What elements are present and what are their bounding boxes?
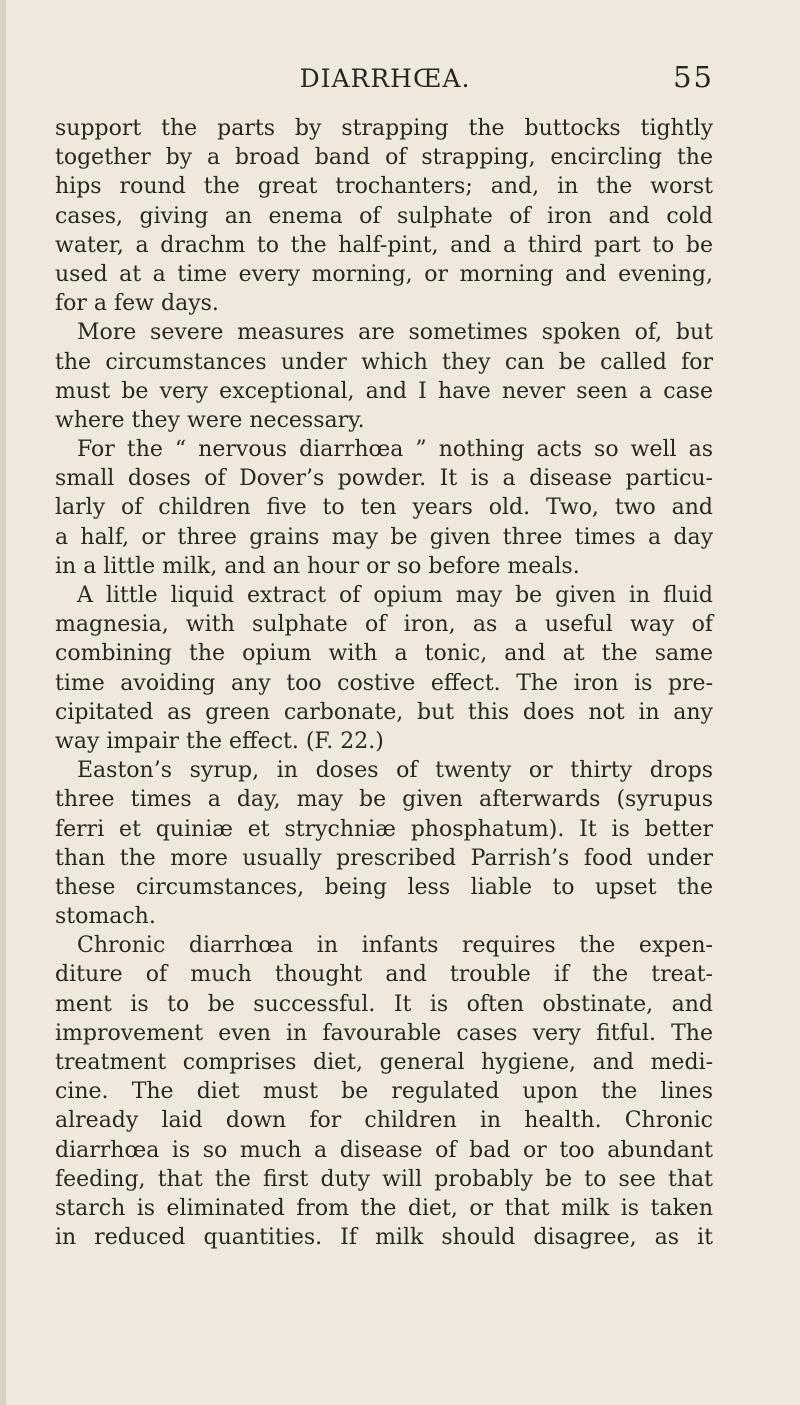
text-line: way impair the effect. (F. 22.) xyxy=(55,728,384,754)
page-edge xyxy=(0,0,6,1405)
running-head: DIARRHŒA. xyxy=(299,64,471,93)
text-line: water, a drachm to the half-pint, and a third part to be xyxy=(55,232,713,258)
page-header xyxy=(56,60,714,100)
text-line: in reduced quantities. If milk should disagree, as it xyxy=(55,1225,713,1251)
text-line: For the “ nervous diarrhœa ” nothing acts so well as xyxy=(77,437,713,463)
text-line: three times a day, may be given afterwards (syrupus xyxy=(55,787,713,813)
text-line: feeding, that the first duty will probably be to see that xyxy=(55,1166,713,1192)
text-line: than the more usually prescribed Parrish’s food under xyxy=(55,845,713,871)
text-line: cine. The diet must be regulated upon the lines xyxy=(55,1079,713,1105)
text-line: treatment comprises diet, general hygiene, and medi- xyxy=(55,1050,713,1075)
text-line: diarrhœa is so much a disease of bad or too abundant xyxy=(55,1137,713,1163)
text-line: larly of children five to ten years old. Two, two and xyxy=(55,495,713,521)
text-line: the circumstances under which they can be called for xyxy=(55,349,713,375)
text-line: hips round the great trochanters; and, in the worst xyxy=(55,174,713,200)
text-line: for a few days. xyxy=(55,291,219,317)
text-line: small doses of Dover’s powder. It is a disease particu- xyxy=(55,466,713,492)
text-line: used at a time every morning, or morning and evening, xyxy=(55,261,713,287)
text-line: cases, giving an enema of sulphate of iron and cold xyxy=(55,203,713,229)
text-line: must be very exceptional, and I have never seen a case xyxy=(55,378,713,404)
text-line: combining the opium with a tonic, and at the same xyxy=(55,641,713,667)
text-line: starch is eliminated from the diet, or that milk is taken xyxy=(55,1195,713,1221)
text-line: improvement even in favourable cases very fitful. The xyxy=(55,1020,713,1046)
text-line: time avoiding any too costive effect. The iron is pre- xyxy=(55,670,713,696)
text-line: magnesia, with sulphate of iron, as a useful way of xyxy=(55,612,713,638)
text-line: where they were necessary. xyxy=(55,407,365,433)
body-text xyxy=(55,114,713,1252)
text-line: A little liquid extract of opium may be given in fluid xyxy=(77,583,713,608)
text-line: a half, or three grains may be given three times a day xyxy=(55,524,713,550)
text-line: already laid down for children in health. Chronic xyxy=(55,1108,713,1134)
text-line: diture of much thought and trouble if the treat- xyxy=(55,962,713,988)
page-number: 55 xyxy=(673,60,714,94)
text-line: these circumstances, being less liable to upset the xyxy=(55,874,713,900)
text-line: ferri et quiniæ et strychniæ phosphatum). It is better xyxy=(55,816,713,842)
text-line: Chronic diarrhœa in infants requires the expen- xyxy=(77,933,713,959)
text-line: together by a broad band of strapping, encircling the xyxy=(55,145,713,171)
text-line: stomach. xyxy=(55,904,156,930)
text-line: in a little milk, and an hour or so before meals. xyxy=(55,553,580,579)
text-line: Easton’s syrup, in doses of twenty or thirty drops xyxy=(77,758,713,784)
text-line: cipitated as green carbonate, but this does not in any xyxy=(55,699,713,725)
text-line: ment is to be successful. It is often obstinate, and xyxy=(55,991,713,1017)
text-line: More severe measures are sometimes spoken of, but xyxy=(77,320,713,346)
text-line: support the parts by strapping the buttocks tightly xyxy=(55,116,713,141)
